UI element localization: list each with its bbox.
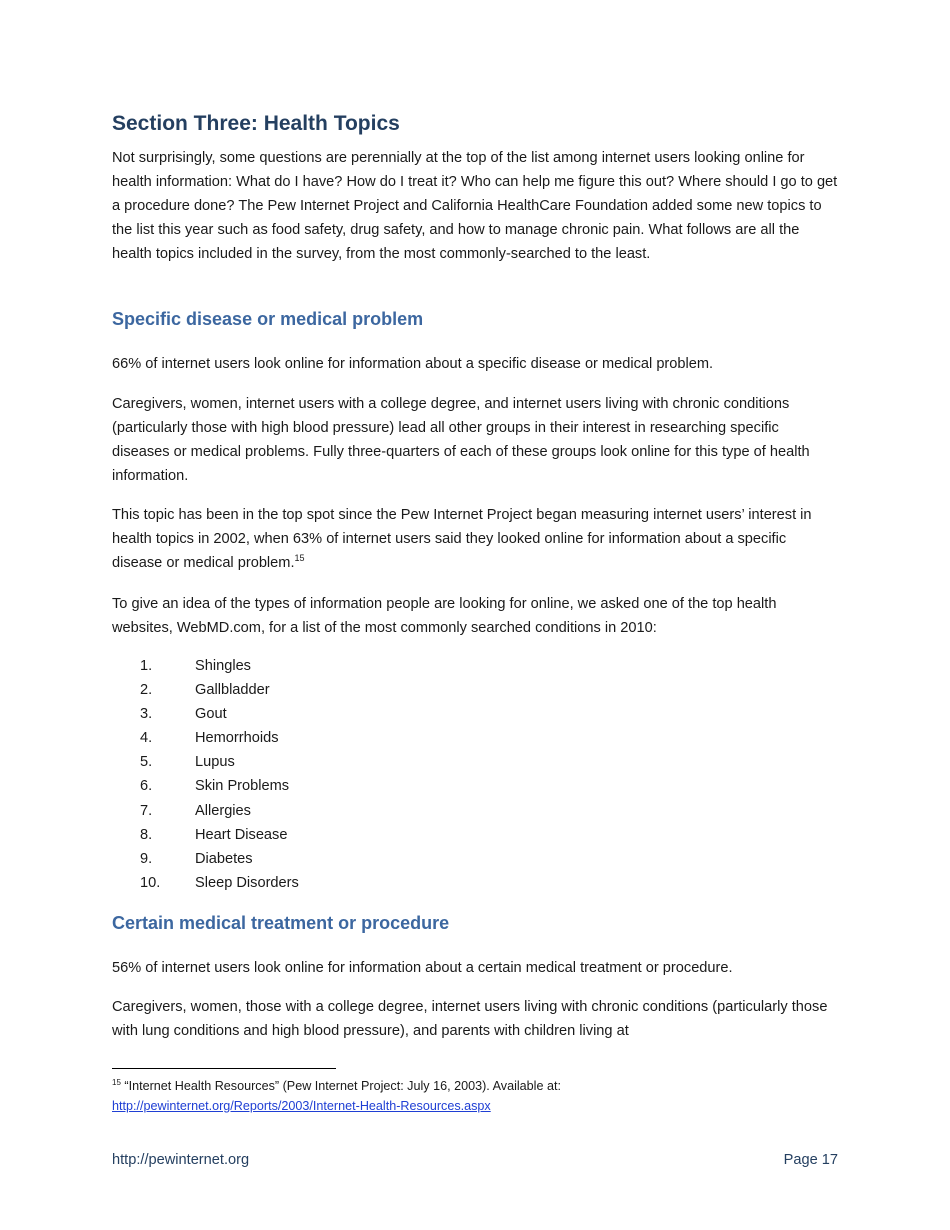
heading-treatment: Certain medical treatment or procedure [112,913,450,933]
list-label: Hemorrhoids [195,730,279,747]
list-label: Shingles [195,658,251,674]
list-label: Gout [195,706,227,723]
footnote-reference[interactable]: 15 [294,553,305,563]
list-label: Lupus [195,754,235,771]
list-label: Diabetes [195,850,253,867]
footnote-text-line [112,1076,838,1096]
specific-disease-paragraph-3 [112,503,838,575]
list-number: 7. [140,802,153,819]
list-label: Skin Problems [195,778,290,795]
list-number: 3. [140,706,153,723]
treatment-paragraph-1: 56% of internet users look online for information about a certain medical treatment or procedure. [112,960,733,976]
list-number: 1. [140,658,153,674]
footer-site-url: http://pewinternet.org [112,1152,250,1168]
list-item [140,678,299,702]
footnote-link[interactable]: http://pewinternet.org/Reports/2003/Internet-Health-Resources.aspx [112,1099,491,1113]
list-label: Sleep Disorders [195,874,299,891]
list-item [140,799,299,823]
footer-page-number: Page 17 [783,1152,838,1168]
list-item [140,871,299,895]
list-number: 8. [140,826,153,843]
specific-disease-paragraph-4: To give an idea of the types of information people are looking for online, we asked one of the top health websites, WebMD.com, for a list of the most commonly searched conditions in 2010: [112,596,777,636]
list-number: 10. [140,874,161,891]
specific-disease-paragraph-2: Caregivers, women, internet users with a college degree, and internet users living with chronic conditions (particularly those with high blood pressure) lead all other groups in their interest in researching specific diseases or medical problems. Fully three-quarters of each of these groups look online for this type of health information. [112,396,810,484]
specific-disease-paragraph-1: 66% of internet users look online for information about a specific disease or medical problem. [112,356,714,372]
list-item [140,774,299,798]
list-item [140,750,299,774]
heading-specific-disease: Specific disease or medical problem [112,309,424,329]
paragraph-3-text: This topic has been in the top spot since the Pew Internet Project began measuring internet users’ interest in health topics in 2002, when 63% of internet users said they looked online for information about a specific disease or medical problem. [112,507,812,571]
list-item [140,726,299,750]
list-number: 2. [140,682,153,699]
footnote-text: “Internet Health Resources” (Pew Internet Project: July 16, 2003). Available at: [120,1079,561,1093]
list-number: 6. [140,778,153,795]
list-item [140,654,299,678]
footnote-number: 15 [112,1078,121,1087]
list-item [140,702,299,726]
list-label: Allergies [195,802,251,819]
list-item [140,847,299,871]
footnote [112,1076,838,1116]
conditions-list [140,654,299,895]
treatment-paragraph-2: Caregivers, women, those with a college degree, internet users living with chronic conditions (particularly those with lung conditions and high blood pressure), and parents with children living at [112,999,828,1039]
list-number: 9. [140,850,153,867]
intro-paragraph: Not surprisingly, some questions are perennially at the top of the list among internet users looking online for health information: What do I have? How do I treat it? Who can help me figure this out? Where should I go to get a procedure done? The Pew Internet Project and California HealthCare Foundation added some new topics to the list this year such as food safety, drug safety, and how to manage chronic pain. What follows are all the health topics included in the survey, from the most commonly-searched to the least. [112,150,838,262]
list-item [140,823,299,847]
list-number: 4. [140,730,153,747]
section-title: Section Three: Health Topics [112,112,400,135]
list-number: 5. [140,754,153,771]
list-label: Heart Disease [195,826,288,843]
list-label: Gallbladder [195,682,270,699]
footnote-divider [112,1068,336,1069]
